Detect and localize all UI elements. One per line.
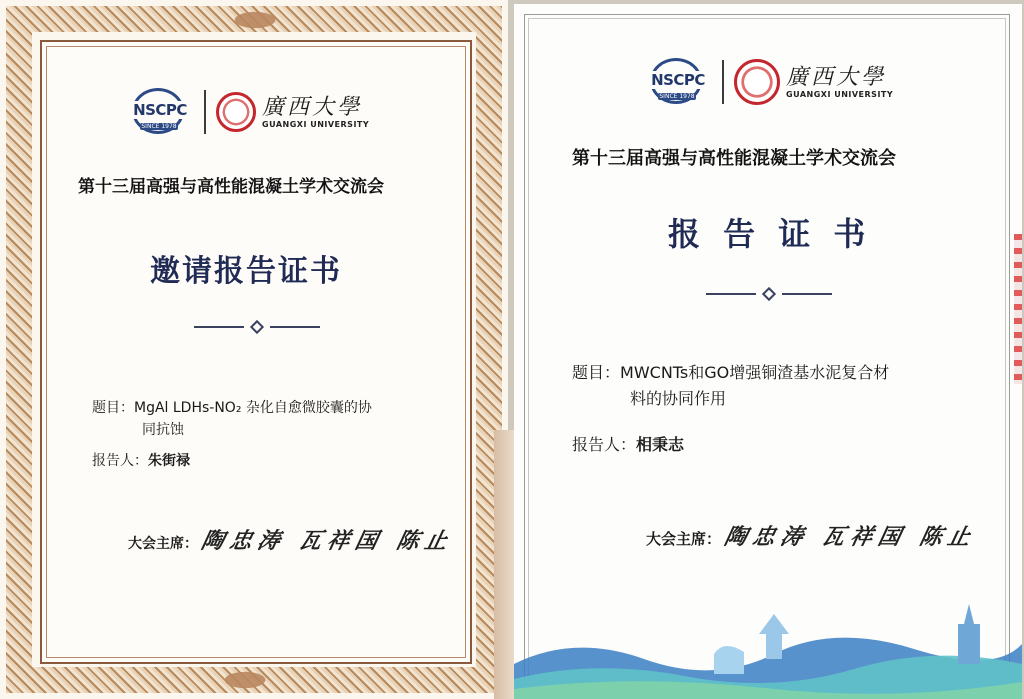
ornament-divider-icon <box>194 321 320 333</box>
nscpc-logo-icon: NSCPC SINCE 1978 <box>126 86 194 138</box>
topic-line-1: MWCNTs和GO增强铜渣基水泥复合材 <box>620 363 890 382</box>
bottom-ornament-icon <box>210 666 280 694</box>
reporter-name: 朱街禄 <box>148 453 190 469</box>
topic-field: 题目：MWCNTs和GO增强铜渣基水泥复合材 料的协同作用 <box>572 363 890 408</box>
chair-signature: 陶忠涛 瓦祥国 陈止 <box>721 524 979 550</box>
ornament-divider-icon <box>706 288 832 300</box>
university-name-en: GUANGXI UNIVERSITY <box>262 119 370 129</box>
conference-title: 第十三届高强与高性能混凝土学术交流会 <box>78 177 384 197</box>
topic-line-2: 同抗蚀 <box>142 422 184 438</box>
certificate-title: 邀请报告证书 <box>150 254 342 289</box>
topic-line-1: MgAl LDHs-NO₂ 杂化自愈微胶囊的协 <box>134 400 372 416</box>
university-name-cn: 廣西大學 <box>786 64 887 90</box>
right-logo-row <box>644 56 893 108</box>
guangxi-university-seal-icon <box>216 92 256 132</box>
university-name-en: GUANGXI UNIVERSITY <box>786 89 894 99</box>
reporter-field: 报告人：相秉志 <box>572 435 685 454</box>
right-inner-frame <box>528 18 1006 692</box>
chair-field: 大会主席：陶忠涛 瓦祥国 陈止 <box>128 524 453 555</box>
logo-separator <box>722 60 724 104</box>
logo-separator <box>204 90 206 134</box>
edge-strip <box>1014 234 1022 384</box>
landmark-scenery-icon <box>514 604 1022 699</box>
university-name-cn: 廣西大學 <box>262 94 363 120</box>
hand-edge <box>494 430 514 699</box>
reporter-field: 报告人：朱街禄 <box>92 453 190 469</box>
topic-field: 题目：MgAl LDHs-NO₂ 杂化自愈微胶囊的协 同抗蚀 <box>92 400 372 438</box>
certificate-title: 报 告 证 书 <box>668 215 872 253</box>
chair-signature: 陶忠涛 瓦祥国 陈止 <box>198 528 456 554</box>
right-certificate <box>514 4 1022 699</box>
reporter-name: 相秉志 <box>636 435 685 454</box>
left-logo-row <box>126 86 369 138</box>
top-ornament-icon <box>220 6 290 34</box>
conference-title: 第十三届高强与高性能混凝土学术交流会 <box>572 148 896 169</box>
topic-line-2: 料的协同作用 <box>630 389 727 408</box>
left-certificate <box>0 0 508 699</box>
chair-field: 大会主席：陶忠涛 瓦祥国 陈止 <box>646 520 976 551</box>
nscpc-logo-icon: NSCPC SINCE 1978 <box>644 56 712 108</box>
guangxi-university-seal-icon <box>734 59 780 105</box>
